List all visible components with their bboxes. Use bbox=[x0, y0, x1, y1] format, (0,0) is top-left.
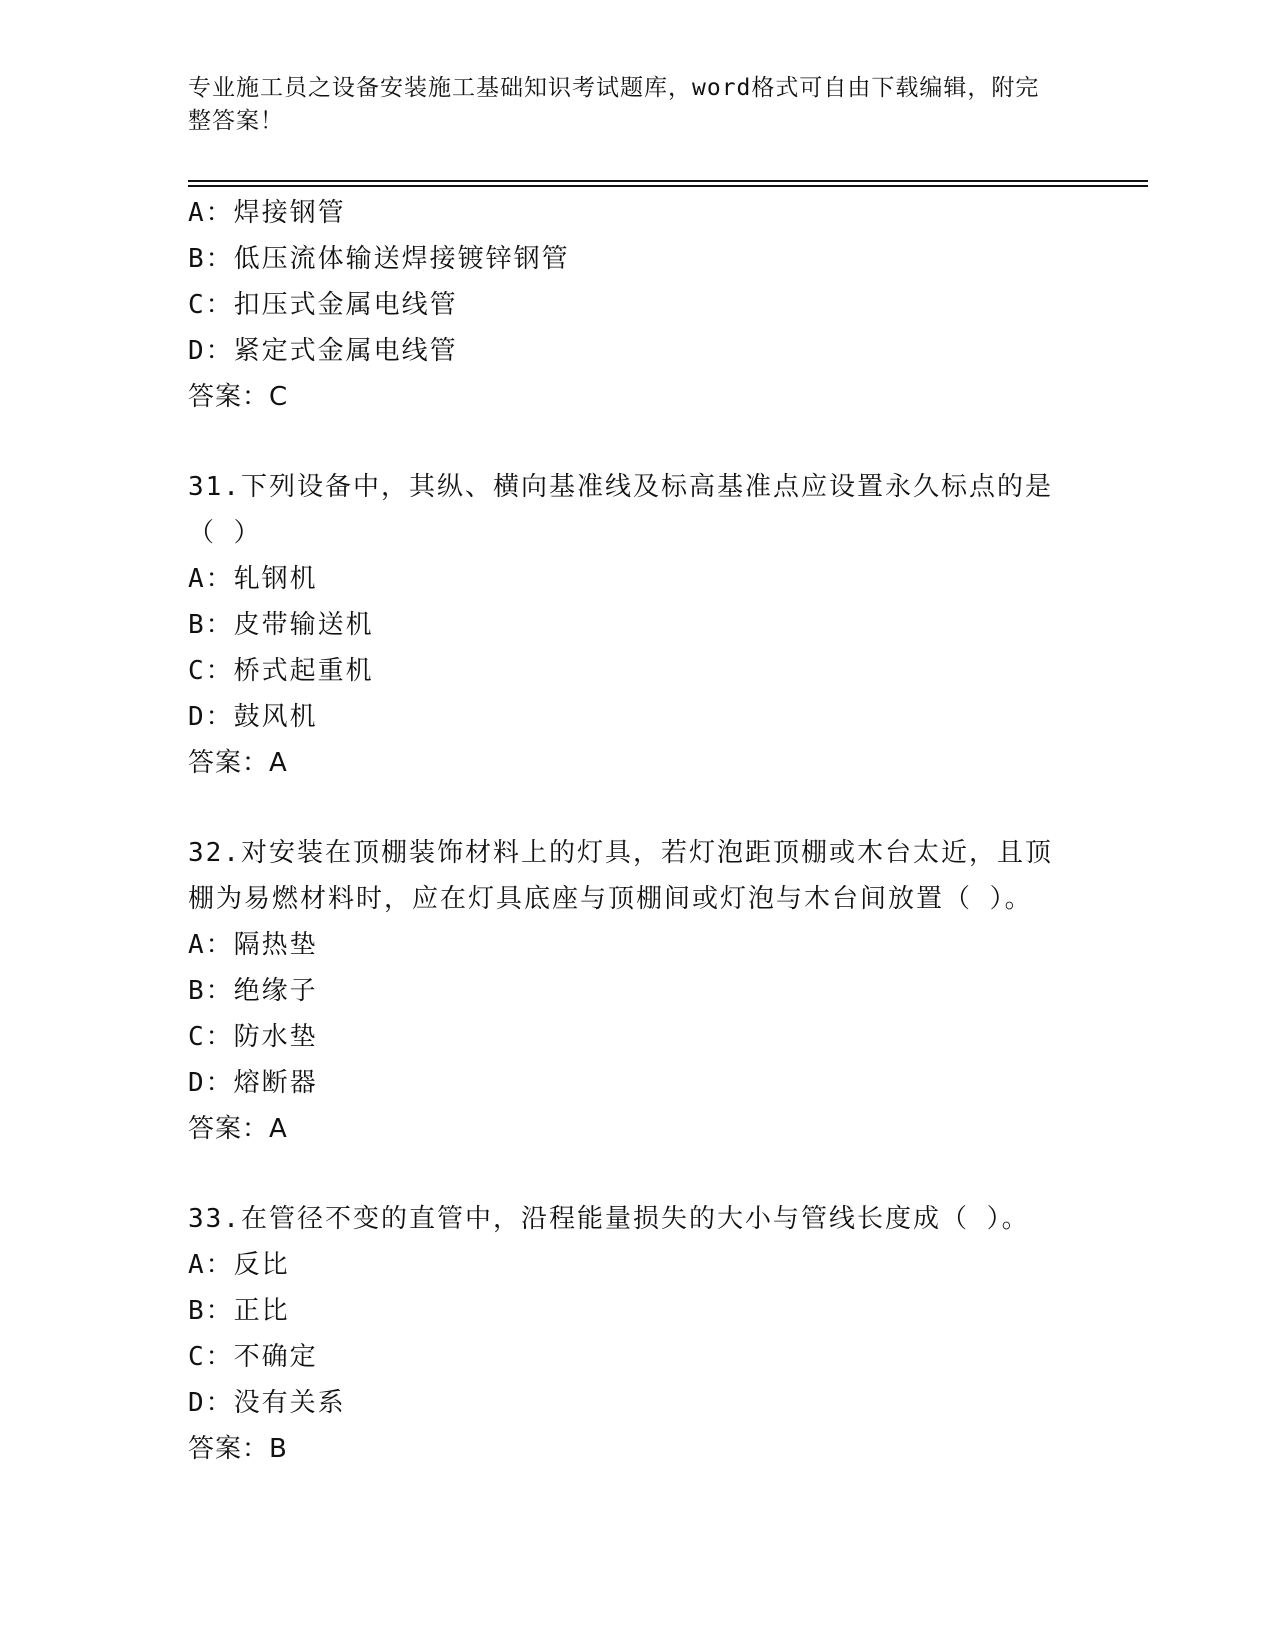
header-divider-top bbox=[188, 180, 1148, 182]
document-header bbox=[188, 72, 1088, 138]
option-a: A：焊接钢管 bbox=[188, 198, 346, 228]
answer-label: 答案：A bbox=[188, 1114, 288, 1144]
option-b: B：绝缘子 bbox=[188, 976, 318, 1006]
option-b: B：低压流体输送焊接镀锌钢管 bbox=[188, 244, 570, 274]
question-stem-continued: （ ） bbox=[188, 518, 262, 548]
option-d: D：鼓风机 bbox=[188, 702, 318, 732]
question-block-30 bbox=[188, 190, 1088, 420]
option-c: C：不确定 bbox=[188, 1342, 318, 1372]
header-divider-bottom bbox=[188, 185, 1148, 187]
question-stem-continued: 棚为易燃材料时，应在灯具底座与顶棚间或灯泡与木台间放置（ ）。 bbox=[188, 884, 1033, 914]
answer-label: 答案：A bbox=[188, 748, 288, 778]
option-c: C：防水垫 bbox=[188, 1022, 318, 1052]
header-line-1: 专业施工员之设备安装施工基础知识考试题库，word格式可自由下载编辑，附完 bbox=[188, 75, 1040, 101]
question-stem: 33.在管径不变的直管中，沿程能量损失的大小与管线长度成（ ）。 bbox=[188, 1204, 1030, 1234]
question-list bbox=[188, 190, 1088, 1472]
question-block-31 bbox=[188, 464, 1088, 786]
option-b: B：皮带输送机 bbox=[188, 610, 374, 640]
option-b: B：正比 bbox=[188, 1296, 290, 1326]
option-c: C：扣压式金属电线管 bbox=[188, 290, 458, 320]
option-a: A：轧钢机 bbox=[188, 564, 318, 594]
option-a: A：隔热垫 bbox=[188, 930, 318, 960]
spacer bbox=[188, 786, 1088, 830]
answer-label: 答案：B bbox=[188, 1434, 288, 1464]
question-stem: 32.对安装在顶棚装饰材料上的灯具，若灯泡距顶棚或木台太近，且顶 bbox=[188, 838, 1053, 868]
option-d: D：紧定式金属电线管 bbox=[188, 336, 458, 366]
option-d: D：熔断器 bbox=[188, 1068, 318, 1098]
spacer bbox=[188, 1152, 1088, 1196]
spacer bbox=[188, 420, 1088, 464]
option-d: D：没有关系 bbox=[188, 1388, 346, 1418]
option-a: A：反比 bbox=[188, 1250, 290, 1280]
header-line-2: 整答案！ bbox=[188, 108, 284, 134]
question-stem: 31.下列设备中，其纵、横向基准线及标高基准点应设置永久标点的是 bbox=[188, 472, 1053, 502]
question-block-33 bbox=[188, 1196, 1088, 1472]
option-c: C：桥式起重机 bbox=[188, 656, 374, 686]
question-block-32 bbox=[188, 830, 1088, 1152]
answer-label: 答案：C bbox=[188, 382, 289, 412]
